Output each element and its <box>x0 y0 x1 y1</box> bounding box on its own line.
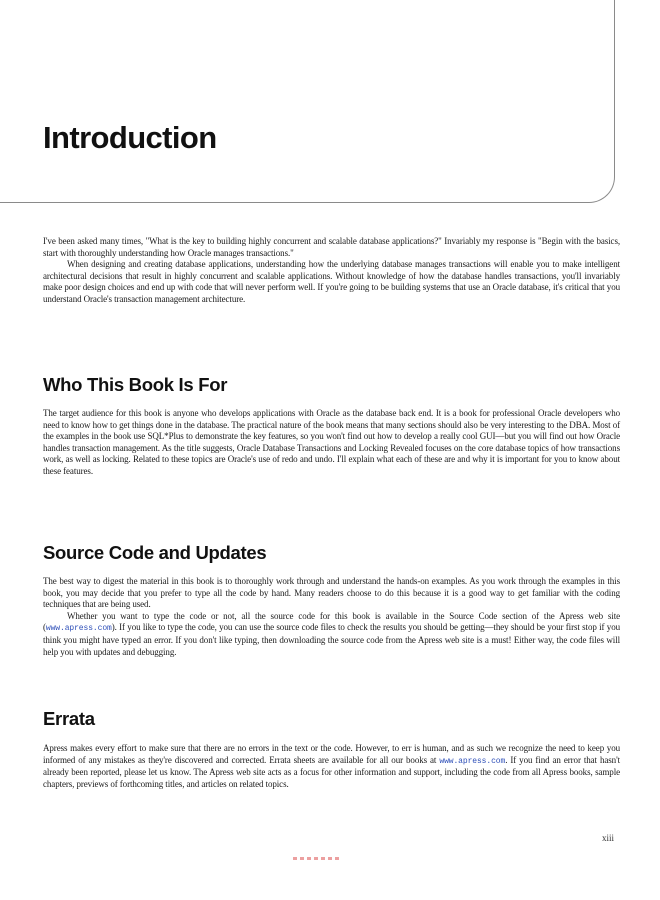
errata-section <box>43 743 620 790</box>
chapter-title: Introduction <box>43 120 217 155</box>
errata-paragraph-1-text-a: Apress makes every effort to make sure that there are no errors in the text or the code. However, to err is human, and as such we recognize the need to keep you informed of any mistakes as they're discovered and corrected. Errata sheets are available for all our books at <box>43 743 620 765</box>
source-paragraph-2 <box>43 611 620 658</box>
apress-link[interactable]: www.apress.com <box>45 624 112 634</box>
errata-paragraph-1 <box>43 743 620 790</box>
page-number: xiii <box>601 833 614 843</box>
section-heading-errata: Errata <box>43 708 95 729</box>
source-paragraph-1: The best way to digest the material in this book is to thoroughly work through and understand the hands-on examples. As you work through the examples in this book, you may decide that you prefer to type all the code by hand. Many readers choose to do this because it is a good way to get familiar with the coding techniques that are being used. <box>43 576 620 610</box>
section-heading-source: Source Code and Updates <box>43 542 267 563</box>
intro-paragraph-1: I've been asked many times, "What is the key to building highly concurrent and scalable database applications?" Invariably my response is "Begin with the basics, start with thoroughly understanding how Oracle manages transactions." <box>43 236 620 258</box>
errata-paragraph-1-text-b: . If you find an error that hasn't already been reported, please let us know. The Apress web site acts as a focus for other information and support, including the code from all Apress books, sample chapters, previews of forthcoming titles, and articles on related topics. <box>43 754 620 789</box>
intro-section <box>43 236 620 306</box>
source-paragraph-2-text-b: ). If you like to type the code, you can use the source code files to check the results you should be getting—they should be your first stop if you think you might have typed an error. If you don't like typing, then downloading the source code from the Apress web site is a must! Either way, the code files will help you with updates and debugging. <box>43 622 620 657</box>
footer-mark <box>293 857 341 860</box>
who-paragraph-1: The target audience for this book is anyone who develops applications with Oracle as the database back end. It is a book for professional Oracle developers who need to know how to get things done in the database. The practical nature of the book means that many sections should also be very interesting to the DBA. Most of the examples in the book use SQL*Plus to demonstrate the key features, so you won't find out how to develop a really cool GUI—but you will find out how Oracle handles transaction management. As the title suggests, Oracle Database Transactions and Locking Revealed focuses on the core database topics of how transactions work, as well as locking. Related to these topics are Oracle's use of redo and undo. I'll explain what each of these are and why it is important for you to know about these features. <box>43 408 620 476</box>
source-section <box>43 576 620 658</box>
intro-paragraph-2: When designing and creating database applications, understanding how the underlying database manages transactions will enable you to make intelligent architectural decisions that result in highly concurrent and scalable applications. Without knowledge of how the database handles transactions, you'll invariably make poor design choices and end up with code that will never perform well. If you're going to be building systems that use an Oracle database, it's critical that you understand Oracle's transaction management architecture. <box>43 259 620 304</box>
source-paragraph-2-text-a: Whether you want to type the code or not, all the source code for this book is available in the Source Code section of the Apress web site ( <box>43 610 620 633</box>
chapter-header-frame <box>0 0 615 203</box>
section-heading-who: Who This Book Is For <box>43 374 228 395</box>
who-section <box>43 408 620 478</box>
apress-errata-link[interactable]: www.apress.com <box>439 756 506 766</box>
